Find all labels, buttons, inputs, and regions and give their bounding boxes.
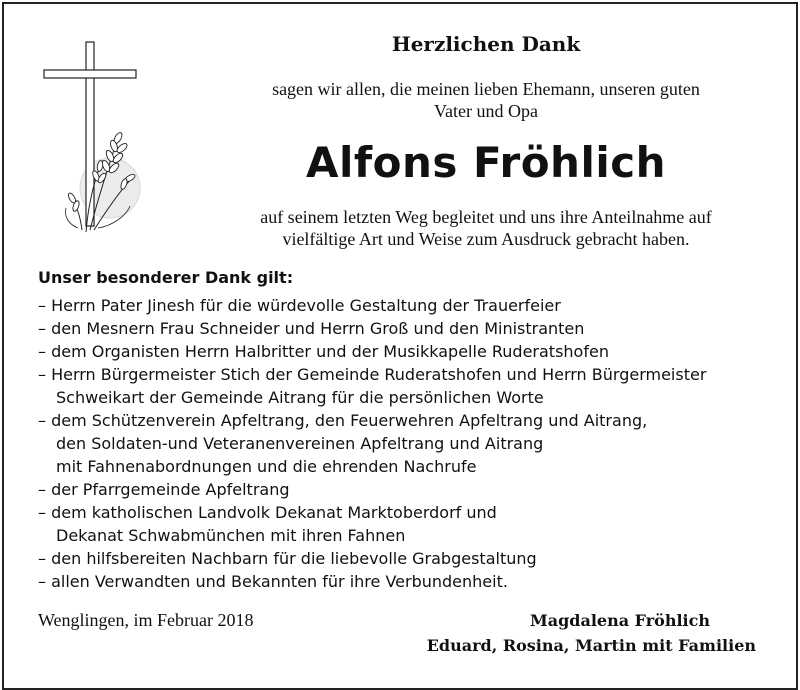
intro-line: sagen wir allen, die meinen lieben Ehemann, unseren guten (272, 79, 700, 99)
intro-text (186, 78, 786, 122)
list-item (38, 547, 778, 570)
list-item (38, 478, 778, 501)
list-item-line: – den Mesnern Frau Schneider und Herrn Groß und den Ministranten (38, 319, 585, 338)
outro-line: auf seinem letzten Weg begleitet und uns ihre Anteilnahme auf (260, 207, 712, 227)
list-item-line: Schweikart der Gemeinde Aitrang für die persönlichen Worte (56, 388, 544, 407)
list-item-line: – den hilfsbereiten Nachbarn für die liebevolle Grabgestaltung (38, 549, 537, 568)
cross-with-wheat-icon (38, 38, 158, 238)
signature (400, 608, 756, 658)
place-date: Wenglingen, im Februar 2018 (38, 610, 254, 630)
list-item-line: – Herrn Bürgermeister Stich der Gemeinde Ruderatshofen und Herrn Bürgermeister (38, 365, 707, 384)
thanks-list (38, 294, 778, 593)
list-item-line: Dekanat Schwabmünchen mit ihren Fahnen (56, 526, 406, 545)
list-item (38, 294, 778, 317)
list-item-line: mit Fahnenabordnungen und die ehrenden Nachrufe (56, 457, 477, 476)
list-item-line: – dem Schützenverein Apfeltrang, den Feuerwehren Apfeltrang und Aitrang, (38, 411, 648, 430)
signature-line: Magdalena Fröhlich (530, 611, 710, 630)
list-item (38, 340, 778, 363)
list-item-line: – der Pfarrgemeinde Apfeltrang (38, 480, 290, 499)
list-item-line: – Herrn Pater Jinesh für die würdevolle Gestaltung der Trauerfeier (38, 296, 561, 315)
list-item (38, 570, 778, 593)
signature-line: Eduard, Rosina, Martin mit Familien (426, 636, 756, 655)
outro-line: vielfältige Art und Weise zum Ausdruck gebracht haben. (282, 229, 690, 249)
intro-line: Vater und Opa (434, 101, 538, 121)
notice-heading: Herzlichen Dank (391, 32, 581, 56)
list-item-line: – allen Verwandten und Bekannten für ihre Verbundenheit. (38, 572, 508, 591)
list-item (38, 409, 778, 478)
list-item-line: – dem Organisten Herrn Halbritter und der Musikkapelle Ruderatshofen (38, 342, 609, 361)
list-item (38, 501, 778, 547)
list-item (38, 363, 778, 409)
outro-text (186, 206, 786, 250)
list-item-line: den Soldaten-und Veteranenvereinen Apfeltrang und Aitrang (56, 434, 544, 453)
list-item-line: – dem katholischen Landvolk Dekanat Marktoberdorf und (38, 503, 497, 522)
thanks-heading: Unser besonderer Dank gilt: (38, 268, 294, 287)
list-item (38, 317, 778, 340)
deceased-name: Alfons Fröhlich (305, 138, 667, 187)
